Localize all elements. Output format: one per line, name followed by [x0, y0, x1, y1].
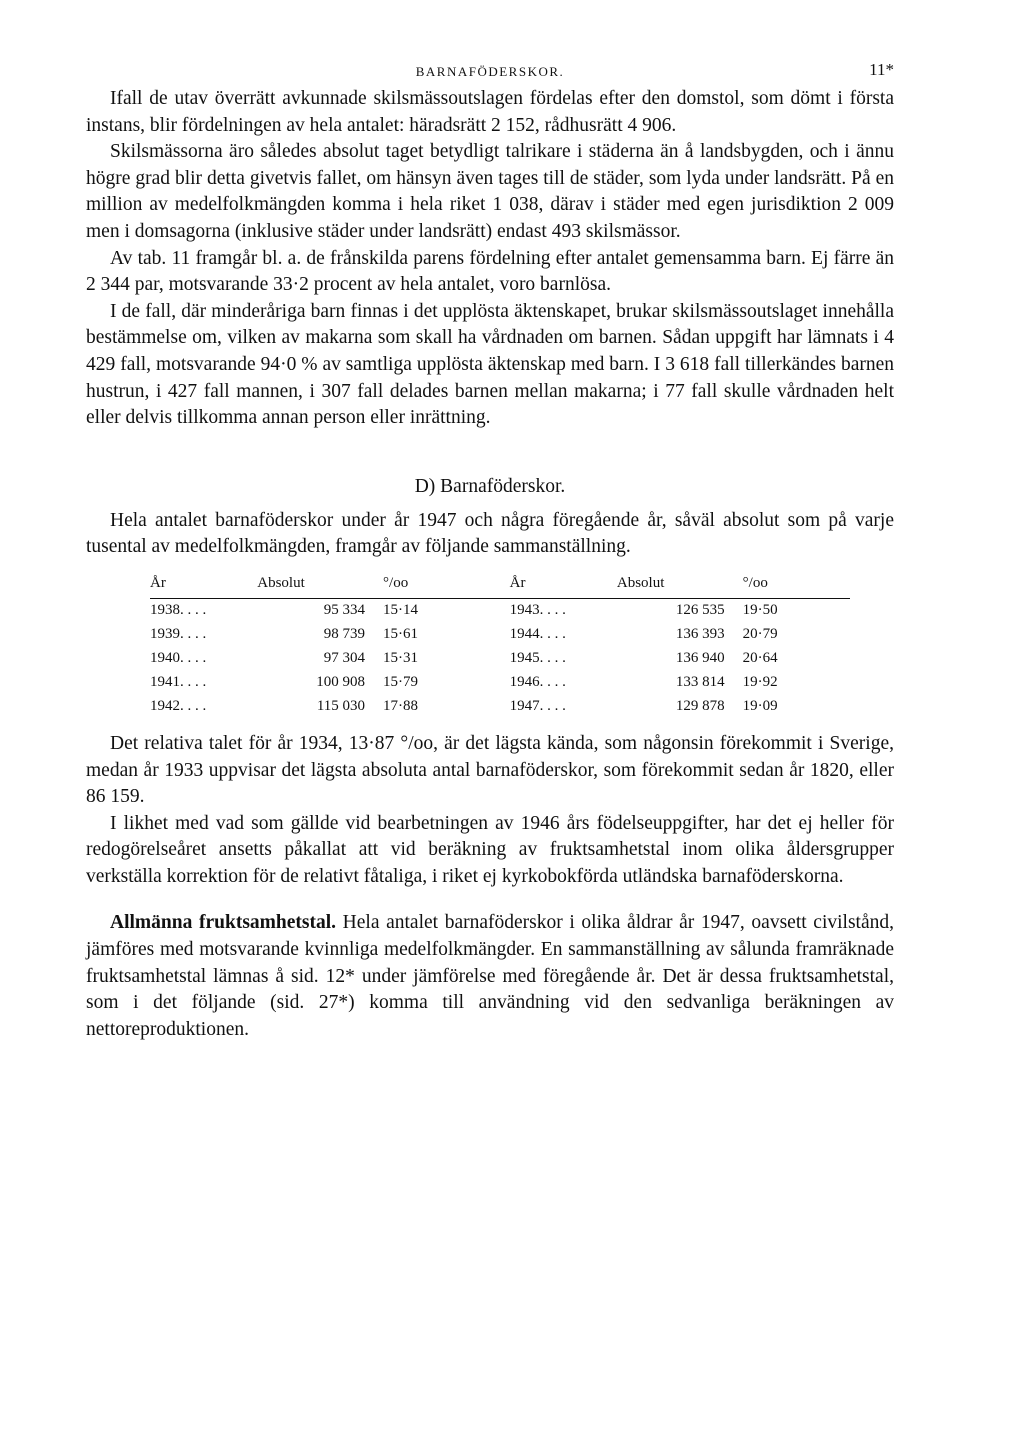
cell-year: 1943. . . . [509, 602, 566, 619]
paragraph [86, 86, 894, 139]
cell-absolute: 95 334 [323, 602, 366, 619]
col-header-per-mille: °/oo [383, 574, 409, 591]
cell-per-mille: 20·79 [742, 626, 778, 643]
cell-per-mille: 17·88 [383, 698, 419, 715]
cell-year: 1939. . . . [150, 626, 207, 643]
cell-per-mille: 19·50 [742, 602, 778, 619]
page-header [86, 58, 894, 86]
section-heading: D) Barnaföderskor. [414, 475, 566, 497]
run-in-heading: Allmänna fruktsamhetstal. [110, 912, 337, 934]
cell-absolute: 100 908 [316, 674, 366, 691]
cell-year: 1941. . . . [150, 674, 207, 691]
cell-absolute: 126 535 [675, 602, 725, 619]
paragraph [86, 910, 894, 1043]
cell-year: 1940. . . . [150, 650, 207, 667]
document-page [86, 58, 894, 1043]
col-header-year: År [150, 574, 166, 591]
table-header-row [150, 573, 850, 599]
cell-absolute: 129 878 [675, 698, 725, 715]
cell-per-mille: 20·64 [742, 650, 778, 667]
paragraph-text: I likhet med vad som gällde vid bearbetningen av 1946 års födelseuppgifter, har det ej heller för redogörelseåret ansetts påkallat att vid beräkning av fruktsamhetstal inom olika åldersgrupper verkställa korrektion för de relativt fåtaliga, i riket ej kyrkobokförda utländska barnaföderskorna. [86, 812, 894, 887]
cell-per-mille: 15·14 [383, 602, 419, 619]
paragraph-text: Ifall de utav överrätt avkunnade skilsmässoutslagen fördelas efter den domstol, som dömt i första instans, blir fördelningen av hela antalet: häradsrätt 2 152, rådhusrätt 4 906. [86, 88, 894, 136]
paragraph [86, 299, 894, 432]
paragraph [86, 731, 894, 811]
cell-absolute: 115 030 [316, 698, 366, 715]
paragraph [86, 139, 894, 245]
cell-per-mille: 15·79 [383, 674, 419, 691]
cell-absolute: 98 739 [323, 626, 366, 643]
cell-absolute: 136 393 [675, 626, 725, 643]
cell-year: 1938. . . . [150, 602, 207, 619]
cell-per-mille: 19·09 [742, 698, 778, 715]
cell-year: 1944. . . . [509, 626, 566, 643]
cell-absolute: 97 304 [323, 650, 366, 667]
section-intro: Hela antalet barnaföderskor under år 1947 och några föregående år, såväl absolut som på varje tusental av medelfolkmängden, framgår av följande sammanställning. [86, 509, 894, 558]
paragraph-text: I de fall, där minderåriga barn finnas i det upplösta äktenskapet, brukar skilsmässoutslaget innehålla bestämmelse om, vilken av makarna som skall ha vårdnaden om barnen. Sådan uppgift har lämnats i 4 429 fall, motsvarande 94·0 % av samtliga upplösta äktenskap med barn. I 3 618 fall tillerkändes barnen hustrun, i 427 fall mannen, i 307 fall delades barnen mellan makarna; i 77 fall skulle vårdnaden helt eller delvis tillkomma annan person eller inrättning. [86, 300, 894, 429]
paragraph-text: Det relativa talet för år 1934, 13·87 °/oo, är det lägsta kända, som någonsin förekommit i Sverige, medan år 1933 uppvisar det lägsta absoluta antal barnaföderskor, som förekommit sedan år 1820, eller 86 159. [86, 732, 894, 808]
col-header-absolute: Absolut [616, 574, 665, 591]
cell-per-mille: 15·31 [383, 650, 419, 667]
cell-year: 1945. . . . [509, 650, 566, 667]
cell-year: 1947. . . . [509, 698, 566, 715]
paragraph-text: Skilsmässorna äro således absolut taget betydligt talrikare i städerna än å landsbygden, och i ännu högre grad blir detta givetvis fallet, om hänsyn även tages till de städer, som lyda under landsrätt. På en million av medelfolkmängden komma i hela riket 1 038, därav i städer med egen jurisdiktion 2 009 men i domsagorna (inklusive städer under landsrätt) endast 493 skilsmässor. [86, 141, 894, 242]
col-header-year: År [509, 574, 526, 591]
body-text [86, 86, 894, 432]
paragraph-text: Av tab. 11 framgår bl. a. de frånskilda parens fördelning efter antalet gemensamma barn. Ej färre än 2 344 par, motsvarande 33·2 procent av hela antalet, voro barnlösa. [86, 247, 894, 296]
col-header-absolute: Absolut [257, 574, 305, 591]
table-row [150, 598, 850, 623]
body-text [86, 731, 894, 1044]
table-row [150, 623, 850, 647]
cell-per-mille: 15·61 [383, 626, 419, 643]
paragraph [86, 246, 894, 299]
col-header-per-mille: °/oo [742, 574, 768, 591]
paragraph [86, 811, 894, 891]
births-table [150, 573, 850, 719]
running-title: BARNAFÖDERSKOR. [415, 64, 565, 79]
table-row [150, 695, 850, 719]
cell-year: 1946. . . . [509, 674, 566, 691]
cell-year: 1942. . . . [150, 698, 207, 715]
cell-absolute: 133 814 [675, 674, 725, 691]
cell-per-mille: 19·92 [742, 674, 778, 691]
table-row [150, 647, 850, 671]
cell-absolute: 136 940 [675, 650, 725, 667]
page-number: 11* [869, 60, 894, 79]
paragraph-text: Hela antalet barnaföderskor i olika åldrar år 1947, oavsett civilstånd, jämföres med motsvarande kvinnliga medelfolkmängder. En sammanställning av sålunda framräknade fruktsamhetstal lämnas å sid. 12* under jämförelse med föregående år. Det är dessa fruktsamhetstal, som i det följande (sid. 27*) komma till användning vid den sedvanliga beräkningen av nettoreproduktionen. [86, 912, 894, 1040]
table-row [150, 671, 850, 695]
